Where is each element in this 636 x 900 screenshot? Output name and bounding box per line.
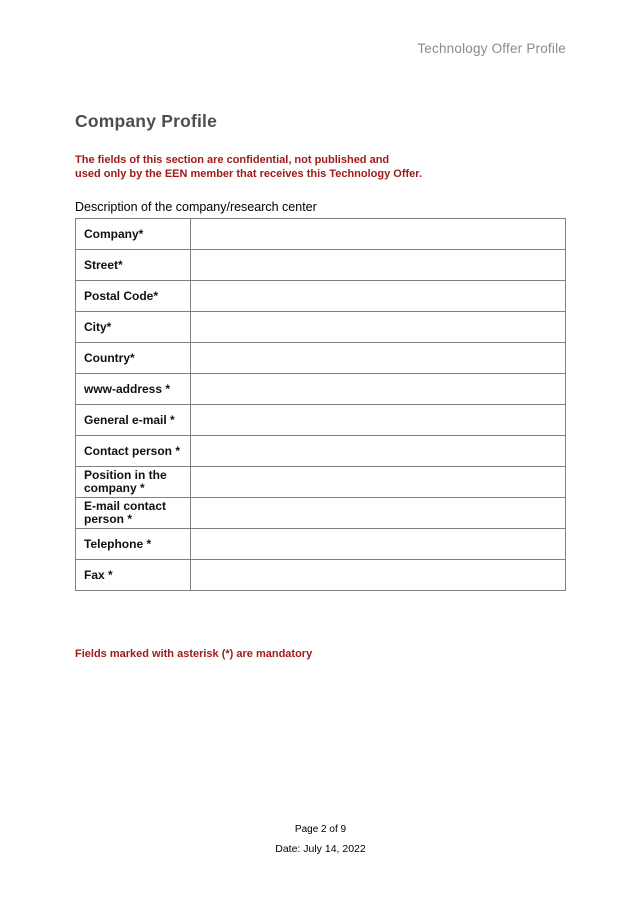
table-row [76,312,566,343]
row-value-cell[interactable] [191,436,566,467]
form-table-body [76,219,566,591]
confidential-note-line2: used only by the EEN member that receives this Technology Offer. [75,168,422,180]
section-heading: Description of the company/research center [75,200,317,214]
table-row [76,529,566,560]
table-row [76,560,566,591]
footer-page-number: Page 2 of 9 [294,824,347,835]
row-value-cell[interactable] [191,219,566,250]
company-profile-table [75,218,566,591]
row-label: Company* [76,219,191,250]
table-row [76,250,566,281]
row-label: Street* [76,250,191,281]
table-row [76,343,566,374]
row-value-cell[interactable] [191,529,566,560]
confidential-note-line1: The fields of this section are confidential, not published and [75,154,390,166]
row-label: Country* [76,343,191,374]
row-value-cell[interactable] [191,560,566,591]
row-label: Contact person * [76,436,191,467]
confidential-note [75,153,422,181]
row-label: General e-mail * [76,405,191,436]
row-value-cell[interactable] [191,405,566,436]
table-row [76,281,566,312]
row-value-cell[interactable] [191,250,566,281]
document-header-title: Technology Offer Profile [417,41,566,56]
row-value-cell[interactable] [191,467,566,498]
row-value-cell[interactable] [191,312,566,343]
page-title: Company Profile [75,111,218,131]
row-label: Fax * [76,560,191,591]
row-label: Postal Code* [76,281,191,312]
row-value-cell[interactable] [191,374,566,405]
row-label: Telephone * [76,529,191,560]
footer-date: Date: July 14, 2022 [275,843,366,855]
table-row [76,498,566,529]
table-row [76,405,566,436]
table-row [76,374,566,405]
table-row [76,436,566,467]
table-row [76,467,566,498]
row-label: E-mail contact person * [76,498,191,529]
mandatory-note: Fields marked with asterisk (*) are mandatory [75,648,313,660]
row-value-cell[interactable] [191,498,566,529]
row-label: www-address * [76,374,191,405]
row-value-cell[interactable] [191,281,566,312]
table-row [76,219,566,250]
row-label: Position in the company * [76,467,191,498]
row-label: City* [76,312,191,343]
row-value-cell[interactable] [191,343,566,374]
